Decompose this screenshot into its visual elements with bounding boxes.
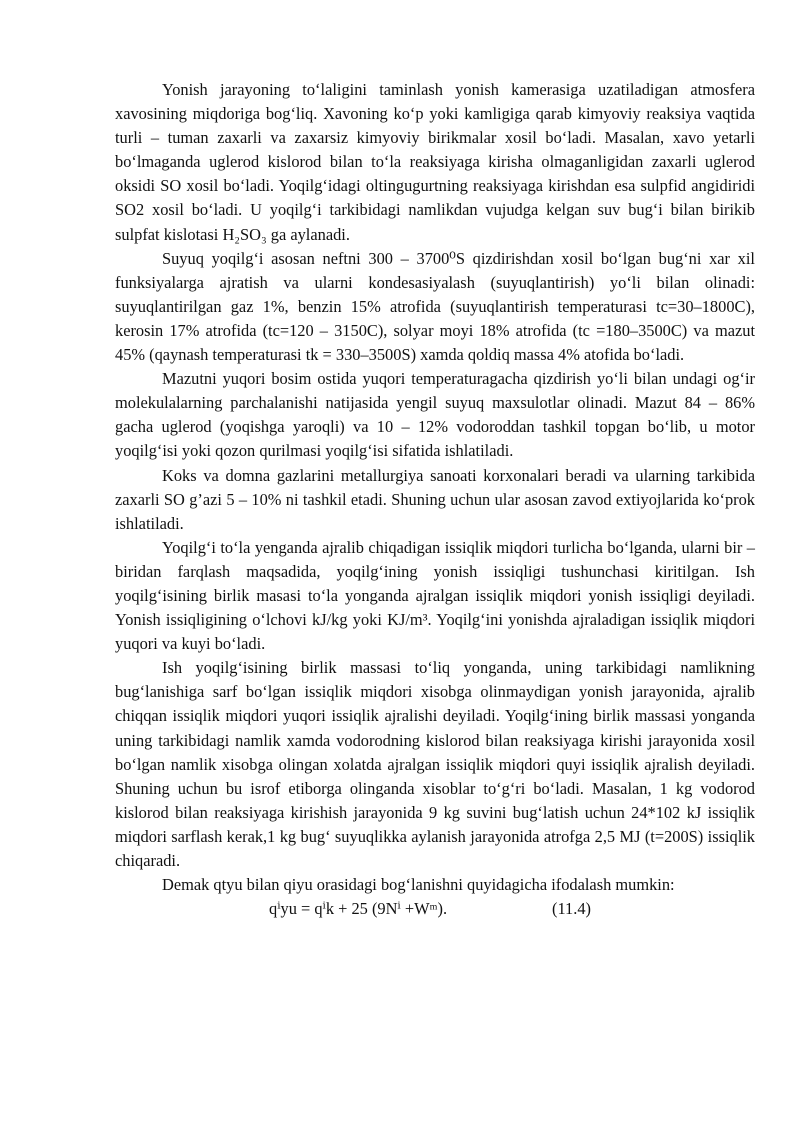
- paragraph-higher-lower-heat: Ish yoqilg‘isining birlik massasi to‘liq yonganda, uning tarkibidagi namlikning bug‘lanishiga sarf bo‘lgan issiqlik miqdori xisobga olinmaydigan yonish jarayonida, ajralib chiqqan issiqlik miqdori yuqori issiqlik ajralishi deyiladi. Yoqilg‘ining birlik massasi yonganda uning tarkibidagi namlik xamda vodorodning kislorod bilan reaksiyaga kirishi jarayonida xosil bo‘lgan namlik xisobga olingan xolatda ajralgan issiqlik miqdori quyi issiqlik ajralish deyiladi. Shuning uchun bu isrof etiborga olinganda xisoblar to‘g‘ri bo‘ladi. Masalan, 1 kg vodorod kislorod bilan reaksiyaga kirishish jarayonida 9 kg suvini bug‘latish uchun 24*102 kJ issiqlik miqdori sarflash kerak,1 kg bug‘ suyuqlikka aylanish jarayonida atrofga 2,5 MJ (t=200S) issiqlik chiqaradi.: [115, 658, 755, 870]
- document-page: [115, 78, 755, 921]
- paragraph-combustion-air: Yonish jarayoning to‘laligini taminlash yonish kamerasiga uzatiladigan atmosfera xavosining miqdoriga bog‘liq. Xavoning ko‘p yoki kamligiga qarab kimyoviy reaksiya vaqtida turli – tuman zaxarli va zaxarsiz kimyoviy birikmalar xosil bo‘ladi. Masalan, xavo yetarli bo‘lmaganda uglerod kislorod bilan to‘la reaksiyaga kirisha olmaganligidan zaxarli uglerod oksidi SO xosil bo‘ladi. Yoqilg‘idagi oltingugurtning reaksiyaga kirishdan esa sulpfid angidiridi SO2 xosil bo‘ladi. U yoqilg‘i tarkibidagi namlikdan vujudga kelgan suv bug‘i bilan birikib sulpfat kislotasi H₂SO₃ ga aylanadi.: [115, 80, 755, 244]
- paragraph-coke-gas: Koks va domna gazlarini metallurgiya sanoati korxonalari beradi va ularning tarkibida zaxarli SO g’azi 5 – 10% ni tashkil etadi. Shuning uchun ular asosan zavod extiyojlarida ko‘prok ishlatiladi.: [115, 465, 755, 533]
- paragraph-liquid-fuel: Suyuq yoqilg‘i asosan neftni 300 – 3700⁰S qizdirishdan xosil bo‘lgan bug‘ni xar xil funksiyalarga ajratish va ularni kondesasiyalash (suyuqlantirish) yo‘li bilan olinadi: suyuqlantirilgan gaz 1%, benzin 15% atrofida (suyuqlantirish temperaturasi tc=30–1800C), kerosin 17% atrofida (tc=120 – 3150C), solyar moyi 18% atrofida (tc =180–3500C) va mazut 45% (qaynash temperaturasi tk = 330–3500S) xamda qoldiq massa 4% atofida bo‘ladi.: [115, 248, 755, 365]
- paragraph-mazut: Mazutni yuqori bosim ostida yuqori temperaturagacha qizdirish yo‘li bilan undagi og‘ir molekulalarning parchalanishi natijasida yengil suyuq maxsulotlar olinadi. Mazut 84 – 86% gacha uglerod (yoqishga yaroqli) va 10 – 12% vodoroddan tashkil topgan bo‘lib, u motor yoqilg‘isi yoki qozon qurilmasi yoqilg‘isi sifatida ishlatiladi.: [115, 369, 755, 461]
- formula-expression: qⁱyu = qⁱk + 25 (9Nⁱ +Wᵐ).: [269, 899, 448, 919]
- formula-11-4: [115, 897, 755, 921]
- paragraph-heat-of-combustion: Yoqilg‘i to‘la yenganda ajralib chiqadigan issiqlik miqdori turlicha bo‘lganda, ularni bir – biridan farqlash maqsadida, yoqilg‘ining yonish issiqligi tushunchasi kiritilgan. Ish yoqilg‘isining birlik masasi to‘la yonganda ajralgan issiqlik miqdori yonish issiqligi deyiladi. Yonish issiqligining o‘lchovi kJ/kg yoki KJ/m³. Yoqilg‘ini yonishda ajraladigan issiqlik miqdori yuqori va kuyi bo‘ladi.: [115, 537, 755, 654]
- equation-number: (11.4): [552, 899, 591, 919]
- paragraph-relation-intro: Demak qtyu bilan qiyu orasidagi bog‘lanishni quyidagicha ifodalash mumkin:: [162, 875, 675, 895]
